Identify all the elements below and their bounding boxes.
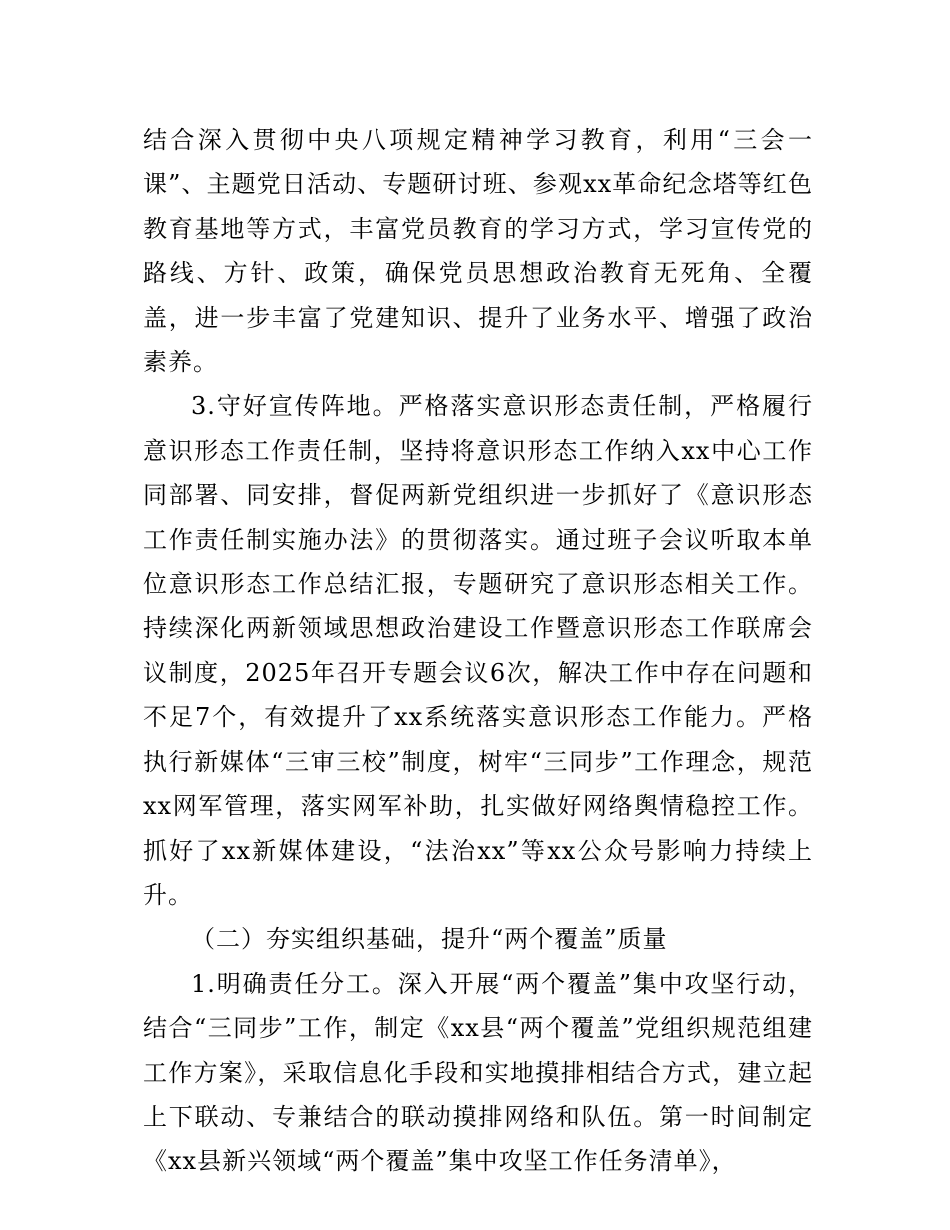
paragraph-continuation: 结合深入贯彻中央八项规定精神学习教育，利用“三会一课”、主题党日活动、专题研讨班、参观xx革命纪念塔等红色教育基地等方式，丰富党员教育的学习方式，学习宣传党的路线、方针、政策，确保党员思想政治教育无死角、全覆盖，进一步丰富了党建知识、提升了业务水平、增强了政治素养。 xyxy=(143,126,813,377)
section-heading: （二）夯实组织基础，提升“两个覆盖”质量 xyxy=(191,925,668,954)
paragraph-propaganda: 3.守好宣传阵地。严格落实意识形态责任制，严格履行意识形态工作责任制，坚持将意识形态工作纳入xx中心工作同部署、同安排，督促两新党组织进一步抓好了《意识形态工作责任制实施办法》的贯彻落实。通过班子会议听取本单位意识形态工作总结汇报，专题研究了意识形态相关工作。持续深化两新领域思想政治建设工作暨意识形态工作联席会议制度，2025年召开专题会议6次，解决工作中存在问题和不足7个，有效提升了xx系统落实意识形态工作能力。严格执行新媒体“三审三校”制度，树牢“三同步”工作理念，规范xx网军管理，落实网军补助，扎实做好网络舆情稳控工作。抓好了xx新媒体建设，“法治xx”等xx公众号影响力持续上升。 xyxy=(143,392,813,909)
paragraph-responsibility: 1.明确责任分工。深入开展“两个覆盖”集中攻坚行动，结合“三同步”工作，制定《xx县“两个覆盖”党组织规范组建工作方案》，采取信息化手段和实地摸排相结合方式，建立起上下联动、专兼结合的联动摸排网络和队伍。第一时间制定《xx县新兴领域“两个覆盖”集中攻坚工作任务清单》， xyxy=(143,969,813,1176)
document-body xyxy=(143,118,813,1184)
